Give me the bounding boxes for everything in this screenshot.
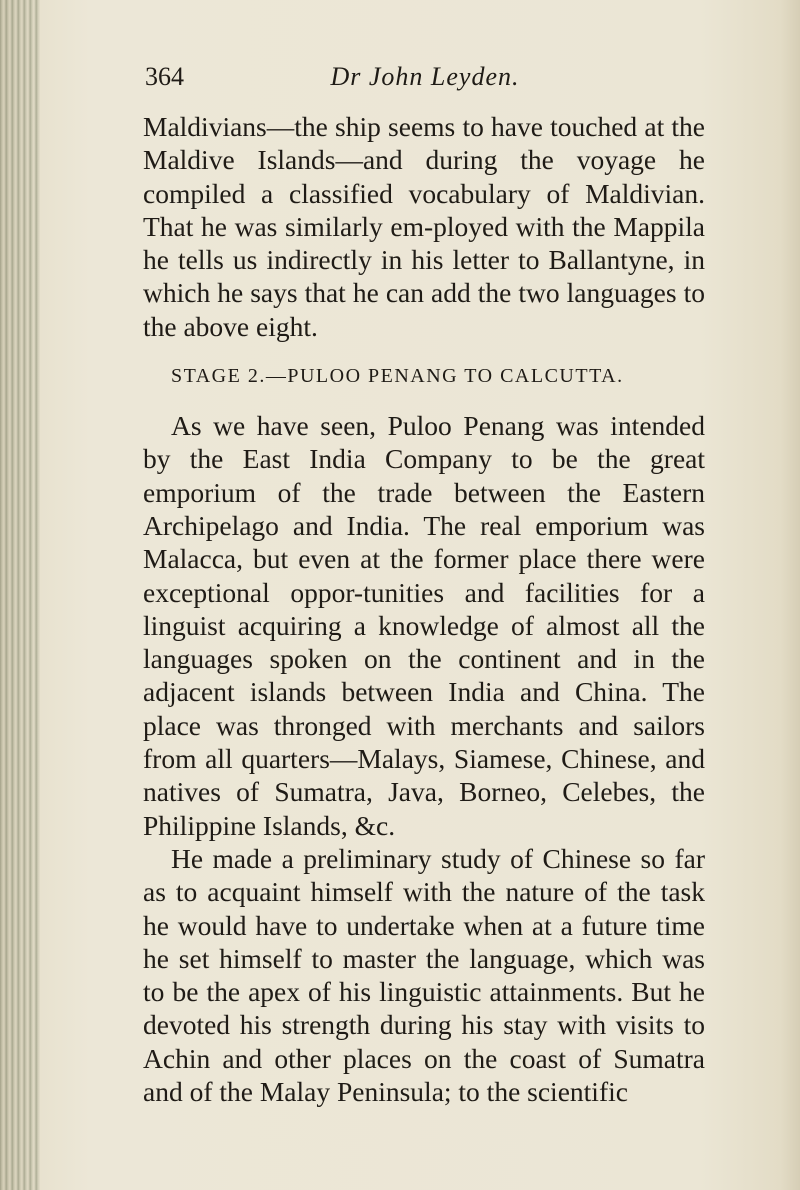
paragraph-puloo-penang: As we have seen, Puloo Penang was intended by the East India Company to be the great emporium of the trade between the Eastern Archipelago and India. The real emporium was Malacca, but even at the former place there were exceptional oppor-tunities and facilities for a linguist acquiring a knowledge of almost all the languages spoken on the continent and in the adjacent islands between India and China. The place was thronged with merchants and sailors from all quarters—Malays, Siamese, Chinese, and natives of Sumatra, Java, Borneo, Celebes, the Philippine Islands, &c.: [143, 410, 705, 841]
page-gutter-edge: [0, 0, 40, 1190]
paragraph-maldivians: Maldivians—the ship seems to have touched at the Maldive Islands—and during the voyage he compiled a classified vocabulary of Maldivian. That he was similarly em-ployed with the Mappila he tells us indirectly in his letter to Ballantyne, in which he says that he can add the two languages to the above eight.: [143, 111, 705, 342]
page-number: 364: [145, 62, 184, 91]
page-header: [145, 62, 705, 102]
paragraph-chinese-study: He made a preliminary study of Chinese so far as to acquaint himself with the nature of the task he would have to undertake when at a future time he set himself to master the language, which was to be the apex of his linguistic attainments. But he devoted his strength during his stay with visits to Achin and other places on the coast of Sumatra and of the Malay Peninsula; to the scientific: [143, 842, 705, 1108]
section-heading: STAGE 2.—PULOO PENANG TO CALCUTTA.: [171, 365, 624, 388]
running-title: Dr John Leyden.: [330, 62, 520, 91]
body-text: [143, 110, 705, 1108]
